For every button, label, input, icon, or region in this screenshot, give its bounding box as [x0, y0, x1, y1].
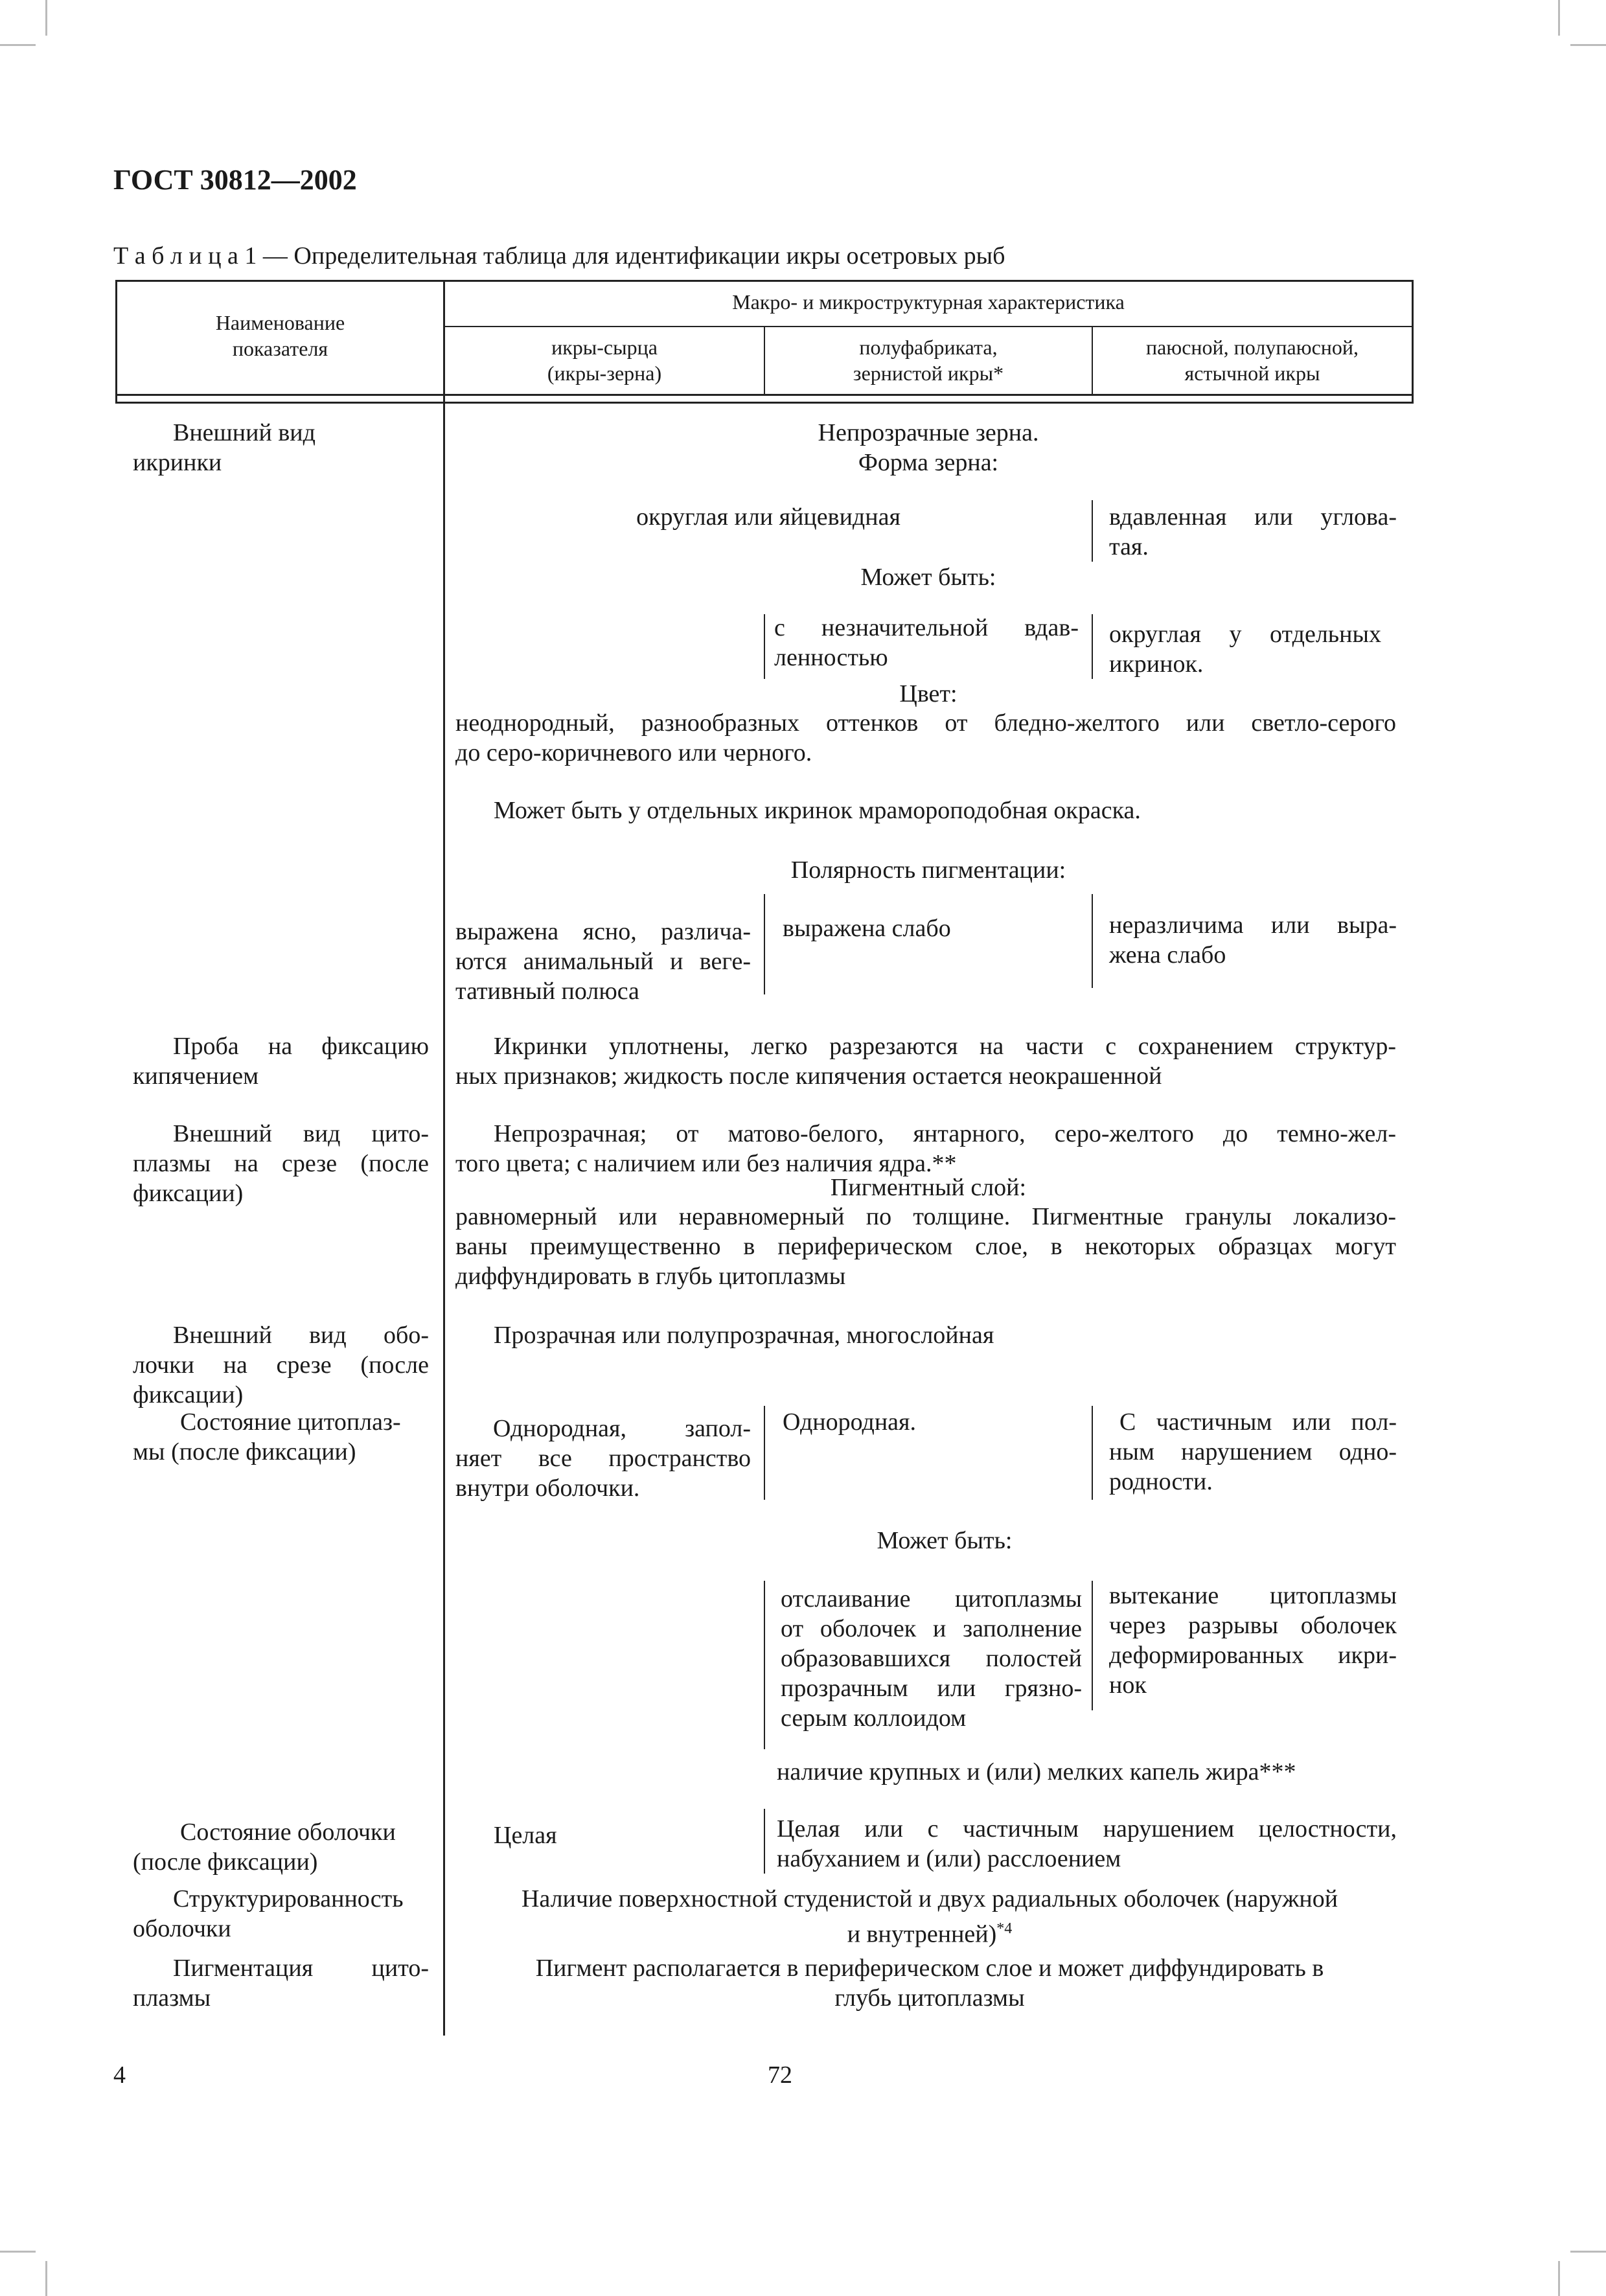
color-label: Цвет: [899, 680, 958, 707]
footnote-marker: *4 [996, 1920, 1013, 1937]
color-text: неоднородный, разнообразных оттенков от бледно-желтого или светло-серого до серо-коричневого или черного. [455, 709, 1396, 766]
table-caption: Т а б л и ц а 1 — Определительная таблица для идентификации икры осетровых рыб [113, 242, 1005, 270]
row-label-appearance: Внешний вид икринки [133, 419, 315, 476]
page-number-center: 72 [768, 2061, 792, 2089]
polarity-semi: выражена слабо [783, 915, 951, 942]
head-col-raw: икры-сырца (икры-зерна) [547, 336, 662, 385]
shell-state-raw: Целая [494, 1822, 557, 1849]
opaque-grains: Непрозрачные зерна. Форма зерна: [818, 419, 1039, 476]
maybe-round-some: округлая у отдельных икринок. [1109, 621, 1381, 678]
structure-text: Наличие поверхностной студенистой и двух радиальных оболочек (наружной и внутренней)$^{*4}$ [521, 1885, 1338, 1948]
crop-mark [1558, 0, 1560, 36]
cytoplasm-maybe-label: Может быть: [877, 1527, 1013, 1554]
row-label-cytoplasm-cut: Внешний вид цито- плазмы на срезе (после фиксации) [133, 1120, 429, 1207]
row-label-shell-state: Состояние оболочки (после фиксации) [133, 1819, 396, 1876]
cytoplasm-pressed: С частичным или пол- ным нарушением одно- родности. [1109, 1408, 1397, 1495]
maybe-label: Может быть: [860, 564, 996, 591]
crop-mark [1558, 2261, 1560, 2296]
crop-mark [1570, 2251, 1606, 2253]
polarity-label: Полярность пигментации: [790, 856, 1066, 884]
cytoplasm-semi: Однородная. [783, 1408, 917, 1436]
crop-mark [0, 44, 36, 46]
cytoplasm-leaking: вытекание цитоплазмы через разрывы оболочек деформированных икри- нок [1109, 1582, 1397, 1699]
pigmentation-text: Пигмент располагается в периферическом слое и может диффундировать в глубь цитоплазмы [535, 1955, 1324, 2012]
row-label-shell-cut: Внешний вид обо- лочки на срезе (после фиксации) [133, 1322, 429, 1408]
polarity-raw: выражена ясно, различа- ются анимальный и веге- тативный полюса [455, 918, 751, 1005]
row-label-pigmentation: Пигментация цито- плазмы [133, 1955, 429, 2012]
shell-state-other: Целая или с частичным нарушением целостности, набуханием и (или) расслоением [777, 1815, 1397, 1872]
head-group-title: Макро- и микроструктурная характеристика [732, 290, 1125, 314]
maybe-dented: с незначительной вдав- ленностью [774, 614, 1079, 671]
crop-mark [45, 0, 47, 36]
boil-test-text: Икринки уплотнены, легко разрезаются на части с сохранением структур- ных признаков; жидкость после кипячения остается неокрашенной [455, 1033, 1396, 1090]
shell-cut-text: Прозрачная или полупрозрачная, многослойная [494, 1322, 994, 1349]
marble-text: Может быть у отдельных икринок мрамороподобная окраска. [494, 797, 1141, 824]
shape-pressed: вдавленная или углова- тая. [1109, 503, 1397, 560]
shape-round: округлая или яйцевидная [636, 503, 901, 531]
pigment-layer-text: равномерный или неравномерный по толщине. Пигментные гранулы локализо- ваны преимущественно в периферическом слое, в некоторых образцах могут диффундировать в глубь цитоплазмы [455, 1203, 1396, 1290]
cytoplasm-raw: Однородная, запол- няет все пространство внутри оболочки. [455, 1415, 751, 1502]
cytoplasm-peeling: отслаивание цитоплазмы от оболочек и заполнение образовавшихся полостей прозрачным или грязно- серым коллоидом [781, 1585, 1082, 1732]
head-col-name: Наименование показателя [215, 311, 345, 360]
row-label-cytoplasm-state: Состояние цитоплаз- мы (после фиксации) [133, 1408, 401, 1465]
head-col-pressed: паюсной, полупаюсной, ястычной икры [1145, 336, 1359, 385]
fat-drops: наличие крупных и (или) мелких капель жира*** [777, 1758, 1296, 1785]
page-number-left: 4 [113, 2061, 126, 2089]
polarity-pressed: неразличима или выра- жена слабо [1109, 912, 1397, 969]
crop-mark [0, 2251, 36, 2253]
head-col-semi: полуфабриката, зернистой икры* [853, 336, 1004, 385]
row-label-structure: Структурированность оболочки [133, 1885, 404, 1942]
cytoplasm-cut-text: Непрозрачная; от матово-белого, янтарного, серо-желтого до темно-жел- того цвета; с наличием или без наличия ядра.** [455, 1120, 1396, 1177]
pigment-layer-label: Пигментный слой: [830, 1174, 1027, 1201]
crop-mark [1570, 44, 1606, 46]
doc-title: ГОСТ 30812—2002 [113, 164, 357, 196]
crop-mark [45, 2261, 47, 2296]
row-label-boil-test: Проба на фиксацию кипячением [133, 1033, 429, 1090]
